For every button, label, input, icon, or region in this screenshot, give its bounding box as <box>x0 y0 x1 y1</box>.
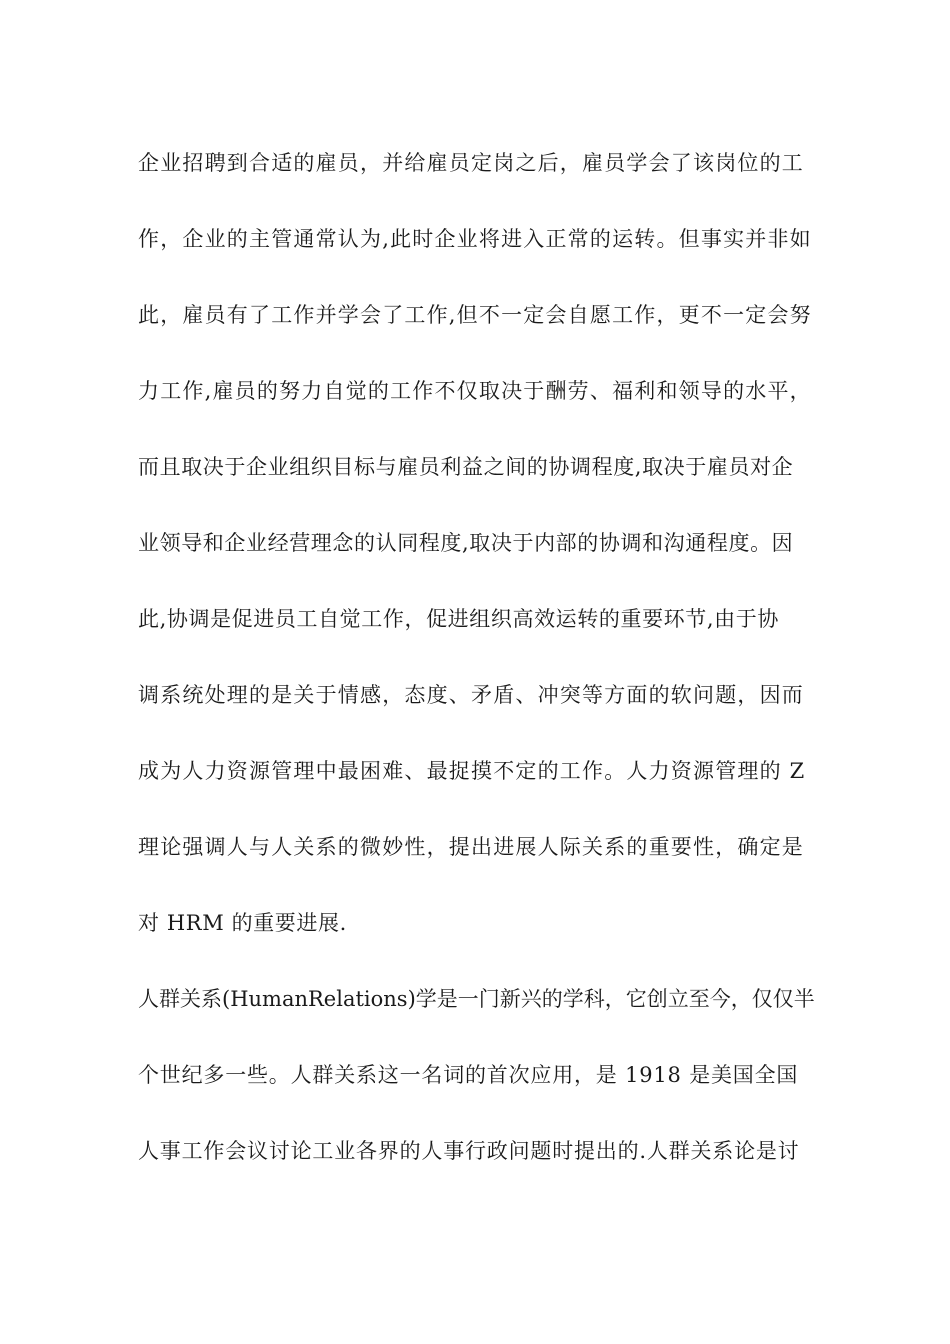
paragraph-line: 业领导和企业经营理念的认同程度,取决于内部的协调和沟通程度。因 <box>138 531 794 555</box>
paragraph-line: 理论强调人与人关系的微妙性，提出进展人际关系的重要性，确定是 <box>138 835 804 859</box>
paragraph-line: 作，企业的主管通常认为,此时企业将进入正常的运转。但事实并非如 <box>138 227 812 251</box>
paragraph-line: 成为人力资源管理中最困难、最捉摸不定的工作。人力资源管理的 Z <box>138 759 806 783</box>
paragraph-line: 对 HRM 的重要进展. <box>138 911 347 935</box>
paragraph-line: 人群关系(HumanRelations)学是一门新兴的学科，它创立至今，仅仅半 <box>138 987 815 1011</box>
paragraph-line: 个世纪多一些。人群关系这一名词的首次应用，是 1918 是美国全国 <box>138 1063 799 1087</box>
paragraph-line: 调系统处理的是关于情感，态度、矛盾、冲突等方面的软问题，因而 <box>138 683 804 707</box>
paragraph-line: 企业招聘到合适的雇员，并给雇员定岗之后，雇员学会了该岗位的工 <box>138 151 804 175</box>
paragraph-line: 此，雇员有了工作并学会了工作,但不一定会自愿工作，更不一定会努 <box>138 303 812 327</box>
paragraph-line: 此,协调是促进员工自觉工作，促进组织高效运转的重要环节,由于协 <box>138 607 779 631</box>
paragraph-line: 人事工作会议讨论工业各界的人事行政问题时提出的.人群关系论是讨 <box>138 1139 800 1163</box>
paragraph-line: 力工作,雇员的努力自觉的工作不仅取决于酬劳、福利和领导的水平， <box>138 379 812 403</box>
paragraph-line: 而且取决于企业组织目标与雇员利益之间的协调程度,取决于雇员对企 <box>138 455 794 479</box>
